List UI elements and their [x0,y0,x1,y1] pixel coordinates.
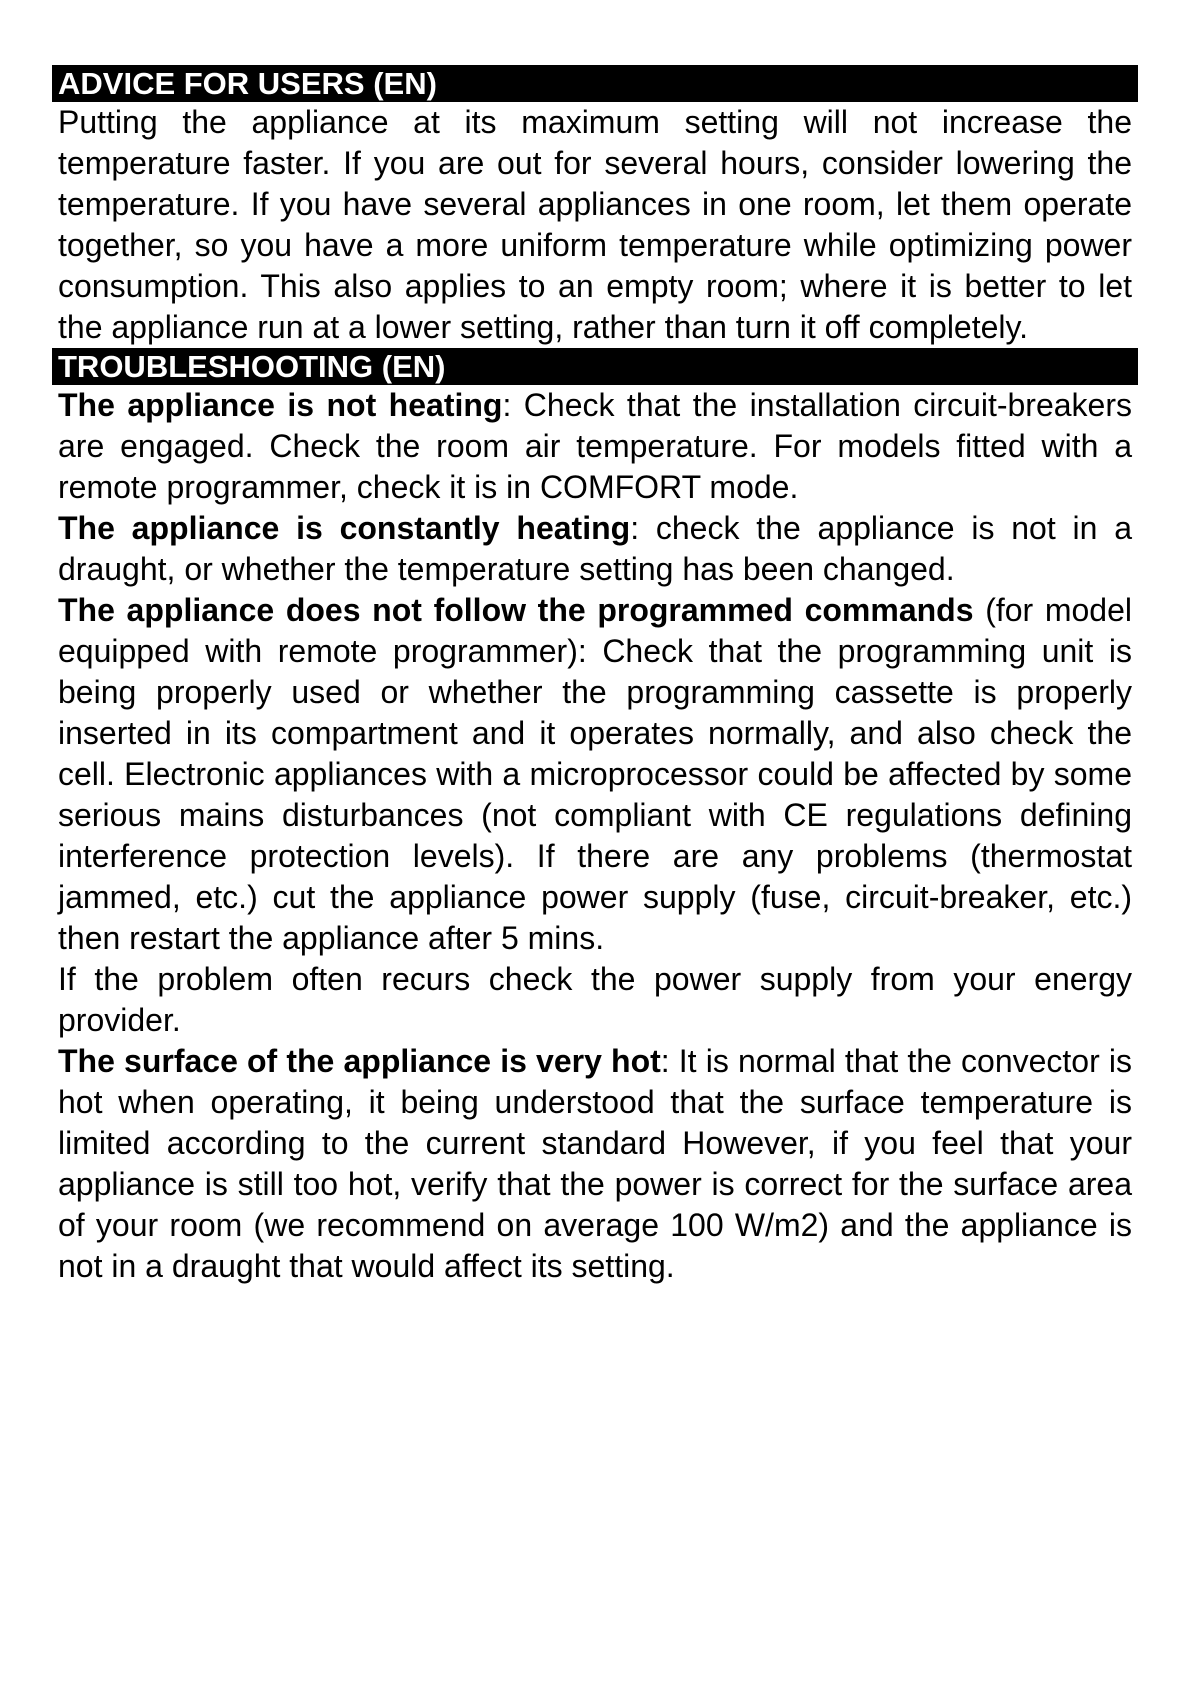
item-title: The surface of the appliance is very hot [58,1043,661,1079]
troubleshooting-recur-note: If the problem often recurs check the power supply from your energy provider. [58,961,1132,1038]
advice-paragraph: Putting the appliance at its maximum setting will not increase the temperature faster. If you are out for several hours, consider lowering the temperature. If you have several appliances in one room, let them operate together, so you have a more uniform temperature while optimizing power consumption. This also applies to an empty room; where it is better to let the appliance run at a lower setting, rather than turn it off completely. [58,104,1132,345]
troubleshooting-item-programmed-commands [52,590,1138,959]
item-title: The appliance is not heating [58,387,503,423]
item-text: : check the appliance is not in a draught, or whether the temperature setting has been changed. [58,510,1133,587]
item-text: : It is normal that the convector is hot when operating, it being understood that the surface temperature is limited according to the current standard However, if you feel that your appliance is still too hot, verify that the power is correct for the surface area of your room (we recommend on average 100 W/m2) and the appliance is not in a draught that would affect its setting. [58,1043,1132,1284]
item-text: (for model equipped with remote programmer): Check that the programming unit is being properly used or whether the programming cassette is properly inserted in its compartment and it operates normally, and also check the cell. Electronic appliances with a microprocessor could be affected by some serious mains disturbances (not compliant with CE regulations defining interference protection levels). If there are any problems (thermostat jammed, etc.) cut the appliance power supply (fuse, circuit-breaker, etc.) then restart the appliance after 5 mins. [58,592,1133,956]
item-text: : Check that the installation circuit-breakers are engaged. Check the room air temperature. For models fitted with a remote programmer, check it is in COMFORT mode. [58,387,1133,505]
document-page [52,65,1138,1287]
troubleshooting-heading: TROUBLESHOOTING (EN) [52,348,1138,385]
troubleshooting-item-constantly-heating [52,508,1138,590]
item-title: The appliance is constantly heating [58,510,631,546]
item-title: The appliance does not follow the programmed commands [58,592,974,628]
troubleshooting-item-surface-hot [52,1041,1138,1287]
advice-heading: ADVICE FOR USERS (EN) [52,65,1138,102]
troubleshooting-item-not-heating [52,385,1138,508]
